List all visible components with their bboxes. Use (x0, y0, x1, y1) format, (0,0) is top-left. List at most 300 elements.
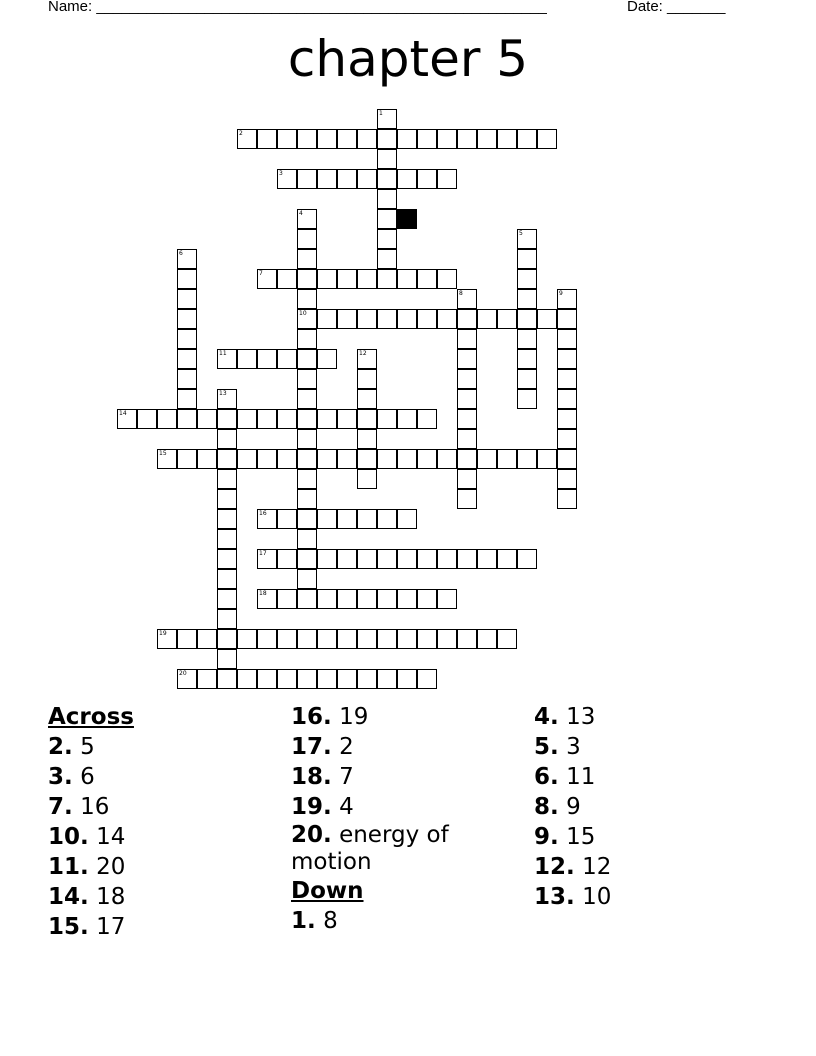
grid-cell[interactable] (557, 389, 577, 409)
grid-cell[interactable] (357, 409, 377, 429)
grid-cell[interactable] (177, 349, 197, 369)
grid-cell[interactable] (517, 389, 537, 409)
grid-cell[interactable] (557, 489, 577, 509)
grid-cell[interactable] (377, 269, 397, 289)
grid-cell[interactable] (417, 449, 437, 469)
grid-cell[interactable] (317, 409, 337, 429)
clue-text: 6 (80, 764, 95, 790)
grid-cell[interactable] (357, 429, 377, 449)
grid-cell[interactable] (297, 589, 317, 609)
grid-cell[interactable] (377, 109, 397, 129)
grid-cell[interactable] (557, 449, 577, 469)
grid-cell[interactable] (397, 449, 417, 469)
clue-text: 12 (582, 854, 612, 880)
grid-cell[interactable] (237, 449, 257, 469)
grid-cell[interactable] (297, 209, 317, 229)
clue-number: 9. (534, 824, 559, 850)
clue-text: 11 (566, 764, 596, 790)
grid-cell[interactable] (437, 269, 457, 289)
grid-cell[interactable] (517, 269, 537, 289)
grid-cell[interactable] (417, 309, 437, 329)
grid-cell[interactable] (297, 669, 317, 689)
grid-cell[interactable] (297, 229, 317, 249)
grid-cell[interactable] (197, 669, 217, 689)
clue-column-2 (291, 702, 471, 936)
clue-number: 1. (291, 908, 316, 934)
grid-cell[interactable] (377, 189, 397, 209)
grid-cell[interactable] (337, 629, 357, 649)
grid-cell[interactable] (377, 449, 397, 469)
grid-cell[interactable] (417, 589, 437, 609)
grid-cell[interactable] (457, 349, 477, 369)
grid-cell[interactable] (557, 329, 577, 349)
clue-number: 6. (534, 764, 559, 790)
grid-cell[interactable] (457, 449, 477, 469)
grid-cell[interactable] (157, 449, 177, 469)
grid-cell[interactable] (357, 369, 377, 389)
grid-cell[interactable] (437, 129, 457, 149)
clue-text: 5 (80, 734, 95, 760)
grid-cell[interactable] (457, 369, 477, 389)
clue-number: 3. (48, 764, 73, 790)
grid-cell[interactable] (537, 129, 557, 149)
grid-cell[interactable] (177, 369, 197, 389)
clue-across-11 (48, 852, 228, 882)
across-heading: Across (48, 704, 134, 730)
grid-cell[interactable] (297, 249, 317, 269)
grid-cell[interactable] (197, 409, 217, 429)
clue-text: 10 (582, 884, 612, 910)
grid-cell[interactable] (557, 469, 577, 489)
clue-across-2 (48, 732, 228, 762)
grid-cell[interactable] (137, 409, 157, 429)
grid-cell[interactable] (477, 309, 497, 329)
grid-cell[interactable] (517, 249, 537, 269)
grid-cell[interactable] (497, 129, 517, 149)
grid-cell[interactable] (377, 509, 397, 529)
grid-cell[interactable] (297, 569, 317, 589)
grid-cell[interactable] (237, 409, 257, 429)
grid-cell[interactable] (337, 309, 357, 329)
grid-cell[interactable] (457, 469, 477, 489)
grid-cell[interactable] (257, 549, 277, 569)
grid-cell[interactable] (437, 309, 457, 329)
grid-cell[interactable] (177, 329, 197, 349)
grid-cell[interactable] (297, 629, 317, 649)
grid-cell[interactable] (297, 389, 317, 409)
grid-cell[interactable] (217, 629, 237, 649)
grid-cell[interactable] (517, 289, 537, 309)
clue-across-18 (291, 762, 471, 792)
clue-text: 17 (96, 914, 126, 940)
grid-cell[interactable] (557, 309, 577, 329)
grid-cell[interactable] (277, 349, 297, 369)
grid-cell[interactable] (517, 229, 537, 249)
grid-cell[interactable] (117, 409, 137, 429)
grid-cell[interactable] (277, 269, 297, 289)
clue-number: 2. (48, 734, 73, 760)
grid-cell[interactable] (297, 509, 317, 529)
grid-cell[interactable] (377, 129, 397, 149)
grid-cell[interactable] (297, 169, 317, 189)
grid-cell[interactable] (377, 229, 397, 249)
grid-cell[interactable] (457, 129, 477, 149)
grid-cell[interactable] (337, 509, 357, 529)
clue-number: 5. (534, 734, 559, 760)
clue-down-13 (534, 882, 714, 912)
grid-cell[interactable] (457, 489, 477, 509)
clue-text: 16 (80, 794, 110, 820)
grid-cell[interactable] (377, 549, 397, 569)
grid-cell[interactable] (357, 349, 377, 369)
grid-cell[interactable] (497, 449, 517, 469)
grid-cell[interactable] (197, 629, 217, 649)
grid-cell[interactable] (357, 549, 377, 569)
clue-text: 4 (339, 794, 354, 820)
clue-down-6 (534, 762, 714, 792)
cell-number: 13 (219, 390, 227, 397)
grid-cell[interactable] (217, 349, 237, 369)
grid-cell[interactable] (297, 329, 317, 349)
grid-cell[interactable] (257, 409, 277, 429)
grid-cell[interactable] (177, 249, 197, 269)
clue-across-15 (48, 912, 228, 942)
clue-down-1 (291, 906, 471, 936)
grid-cell[interactable] (317, 629, 337, 649)
grid-cell[interactable] (397, 629, 417, 649)
grid-cell[interactable] (257, 269, 277, 289)
grid-cell[interactable] (457, 389, 477, 409)
clue-across-7 (48, 792, 228, 822)
grid-cell[interactable] (377, 589, 397, 609)
grid-cell[interactable] (477, 449, 497, 469)
clue-number: 20. (291, 822, 332, 848)
grid-cell[interactable] (177, 309, 197, 329)
grid-cell[interactable] (457, 629, 477, 649)
grid-cell[interactable] (217, 449, 237, 469)
name-field: Name: ______________________________________________________ (48, 0, 547, 15)
clue-number: 19. (291, 794, 332, 820)
grid-cell[interactable] (297, 349, 317, 369)
grid-cell[interactable] (437, 629, 457, 649)
grid-cell[interactable] (397, 589, 417, 609)
cell-number: 14 (119, 410, 127, 417)
grid-cell[interactable] (337, 449, 357, 469)
grid-cell[interactable] (217, 509, 237, 529)
grid-cell[interactable] (337, 589, 357, 609)
grid-cell[interactable] (197, 449, 217, 469)
grid-cell[interactable] (157, 629, 177, 649)
grid-cell[interactable] (297, 449, 317, 469)
grid-cell[interactable] (437, 169, 457, 189)
grid-cell[interactable] (237, 669, 257, 689)
grid-cell[interactable] (217, 589, 237, 609)
grid-cell[interactable] (257, 349, 277, 369)
grid-cell[interactable] (277, 409, 297, 429)
grid-cell[interactable] (357, 169, 377, 189)
grid-cell[interactable] (357, 449, 377, 469)
grid-cell[interactable] (357, 129, 377, 149)
cell-number: 5 (519, 230, 523, 237)
grid-cell[interactable] (257, 669, 277, 689)
grid-cell[interactable] (357, 309, 377, 329)
grid-cell[interactable] (317, 449, 337, 469)
clue-across-17 (291, 732, 471, 762)
grid-cell[interactable] (297, 549, 317, 569)
grid-cell[interactable] (397, 409, 417, 429)
clue-text: 3 (566, 734, 581, 760)
grid-cell[interactable] (177, 269, 197, 289)
clue-across-3 (48, 762, 228, 792)
grid-cell[interactable] (357, 589, 377, 609)
clue-down-5 (534, 732, 714, 762)
grid-cell[interactable] (357, 509, 377, 529)
grid-cell[interactable] (557, 409, 577, 429)
cell-number: 6 (179, 250, 183, 257)
grid-cell[interactable] (337, 129, 357, 149)
grid-cell[interactable] (337, 169, 357, 189)
puzzle-title: chapter 5 (287, 30, 529, 88)
grid-cell[interactable] (517, 369, 537, 389)
grid-cell[interactable] (297, 309, 317, 329)
grid-cell[interactable] (497, 629, 517, 649)
grid-cell[interactable] (217, 489, 237, 509)
grid-cell[interactable] (517, 549, 537, 569)
grid-cell[interactable] (257, 589, 277, 609)
cell-number: 20 (179, 670, 187, 677)
clue-across-19 (291, 792, 471, 822)
grid-cell[interactable] (457, 549, 477, 569)
clue-number: 15. (48, 914, 89, 940)
grid-cell[interactable] (377, 309, 397, 329)
clue-down-4 (534, 702, 714, 732)
grid-cell[interactable] (297, 269, 317, 289)
clue-down-9 (534, 822, 714, 852)
clue-text: energy of motion (291, 822, 449, 875)
grid-cell[interactable] (477, 549, 497, 569)
grid-cell[interactable] (457, 409, 477, 429)
grid-cell[interactable] (497, 309, 517, 329)
grid-cell[interactable] (317, 549, 337, 569)
grid-cell[interactable] (317, 669, 337, 689)
grid-cell[interactable] (397, 669, 417, 689)
grid-cell[interactable] (417, 129, 437, 149)
grid-cell[interactable] (417, 669, 437, 689)
grid-cell[interactable] (357, 469, 377, 489)
cell-number: 18 (259, 590, 267, 597)
grid-cell[interactable] (357, 669, 377, 689)
clue-across-20 (291, 822, 471, 876)
clue-text: 14 (96, 824, 126, 850)
grid-cell[interactable] (397, 549, 417, 569)
grid-cell[interactable] (497, 549, 517, 569)
cell-number: 11 (219, 350, 227, 357)
grid-cell[interactable] (337, 409, 357, 429)
clue-number: 18. (291, 764, 332, 790)
grid-cell[interactable] (297, 529, 317, 549)
grid-cell[interactable] (477, 129, 497, 149)
cell-number: 17 (259, 550, 267, 557)
clue-number: 11. (48, 854, 89, 880)
grid-cell[interactable] (537, 449, 557, 469)
grid-cell[interactable] (297, 489, 317, 509)
clue-text: 20 (96, 854, 126, 880)
cell-number: 15 (159, 450, 167, 457)
grid-cell[interactable] (177, 629, 197, 649)
grid-cell[interactable] (557, 349, 577, 369)
grid-cell[interactable] (557, 429, 577, 449)
grid-cell[interactable] (397, 129, 417, 149)
grid-cell[interactable] (217, 669, 237, 689)
clue-number: 16. (291, 704, 332, 730)
grid-cell[interactable] (277, 509, 297, 529)
clue-down-8 (534, 792, 714, 822)
grid-cell[interactable] (217, 609, 237, 629)
grid-cell[interactable] (217, 549, 237, 569)
grid-cell[interactable] (337, 269, 357, 289)
grid-cell[interactable] (177, 409, 197, 429)
grid-cell[interactable] (297, 469, 317, 489)
grid-cell[interactable] (277, 669, 297, 689)
cell-number: 2 (239, 130, 243, 137)
clue-number: 13. (534, 884, 575, 910)
grid-cell[interactable] (217, 389, 237, 409)
grid-cell[interactable] (317, 169, 337, 189)
clue-text: 2 (339, 734, 354, 760)
grid-cell[interactable] (377, 409, 397, 429)
grid-cell[interactable] (217, 529, 237, 549)
grid-cell[interactable] (297, 409, 317, 429)
grid-cell[interactable] (377, 209, 397, 229)
grid-cell[interactable] (417, 269, 437, 289)
cell-number: 9 (559, 290, 563, 297)
cell-number: 7 (259, 270, 263, 277)
grid-cell[interactable] (517, 309, 537, 329)
grid-cell[interactable] (457, 329, 477, 349)
grid-cell[interactable] (377, 629, 397, 649)
cell-number: 16 (259, 510, 267, 517)
grid-cell[interactable] (277, 629, 297, 649)
down-heading: Down (291, 878, 364, 904)
clue-text: 9 (566, 794, 581, 820)
grid-cell[interactable] (317, 349, 337, 369)
grid-cell[interactable] (397, 509, 417, 529)
grid-cell[interactable] (337, 669, 357, 689)
grid-cell[interactable] (377, 169, 397, 189)
grid-cell[interactable] (457, 309, 477, 329)
clue-text: 15 (566, 824, 596, 850)
clue-column-3 (534, 702, 714, 912)
clue-across-16 (291, 702, 471, 732)
grid-cell[interactable] (277, 129, 297, 149)
grid-cell[interactable] (257, 449, 277, 469)
grid-cell[interactable] (297, 369, 317, 389)
grid-cell[interactable] (357, 269, 377, 289)
clue-across-10 (48, 822, 228, 852)
grid-cell[interactable] (317, 309, 337, 329)
grid-cell[interactable] (377, 249, 397, 269)
grid-cell[interactable] (317, 129, 337, 149)
grid-cell[interactable] (417, 629, 437, 649)
grid-cell[interactable] (277, 169, 297, 189)
cell-number: 10 (299, 310, 307, 317)
grid-cell[interactable] (397, 169, 417, 189)
grid-cell[interactable] (317, 509, 337, 529)
grid-cell[interactable] (177, 669, 197, 689)
cell-number: 19 (159, 630, 167, 637)
grid-cell[interactable] (437, 449, 457, 469)
grid-cell[interactable] (177, 289, 197, 309)
clue-text: 13 (566, 704, 596, 730)
grid-cell[interactable] (237, 129, 257, 149)
clue-number: 8. (534, 794, 559, 820)
grid-cell[interactable] (257, 509, 277, 529)
grid-cell[interactable] (317, 269, 337, 289)
grid-cell[interactable] (457, 429, 477, 449)
grid-cell[interactable] (417, 409, 437, 429)
grid-cell[interactable] (237, 349, 257, 369)
grid-cell[interactable] (477, 629, 497, 649)
grid-cell[interactable] (217, 649, 237, 669)
grid-cell[interactable] (397, 269, 417, 289)
black-cell (397, 209, 417, 229)
grid-cell[interactable] (377, 669, 397, 689)
clue-column-1 (48, 702, 228, 942)
clue-number: 12. (534, 854, 575, 880)
grid-cell[interactable] (417, 549, 437, 569)
grid-cell[interactable] (277, 549, 297, 569)
grid-cell[interactable] (237, 629, 257, 649)
grid-cell[interactable] (177, 389, 197, 409)
grid-cell[interactable] (517, 129, 537, 149)
grid-cell[interactable] (357, 629, 377, 649)
grid-cell[interactable] (557, 369, 577, 389)
grid-cell[interactable] (517, 329, 537, 349)
grid-cell[interactable] (277, 449, 297, 469)
grid-cell[interactable] (357, 389, 377, 409)
grid-cell[interactable] (177, 449, 197, 469)
grid-cell[interactable] (537, 309, 557, 329)
grid-cell[interactable] (257, 629, 277, 649)
grid-cell[interactable] (297, 289, 317, 309)
grid-cell[interactable] (377, 149, 397, 169)
grid-cell[interactable] (217, 569, 237, 589)
grid-cell[interactable] (297, 429, 317, 449)
grid-cell[interactable] (217, 469, 237, 489)
grid-cell[interactable] (277, 589, 297, 609)
grid-cell[interactable] (437, 549, 457, 569)
grid-cell[interactable] (517, 449, 537, 469)
grid-cell[interactable] (557, 289, 577, 309)
grid-cell[interactable] (397, 309, 417, 329)
clue-across-14 (48, 882, 228, 912)
clue-text: 7 (339, 764, 354, 790)
grid-cell[interactable] (317, 589, 337, 609)
grid-cell[interactable] (337, 549, 357, 569)
grid-cell[interactable] (257, 129, 277, 149)
clue-number: 4. (534, 704, 559, 730)
clue-text: 8 (323, 908, 338, 934)
grid-cell[interactable] (437, 589, 457, 609)
grid-cell[interactable] (217, 409, 237, 429)
clue-number: 14. (48, 884, 89, 910)
grid-cell[interactable] (457, 289, 477, 309)
grid-cell[interactable] (417, 169, 437, 189)
grid-cell[interactable] (517, 349, 537, 369)
grid-cell[interactable] (297, 129, 317, 149)
grid-cell[interactable] (217, 429, 237, 449)
grid-cell[interactable] (157, 409, 177, 429)
